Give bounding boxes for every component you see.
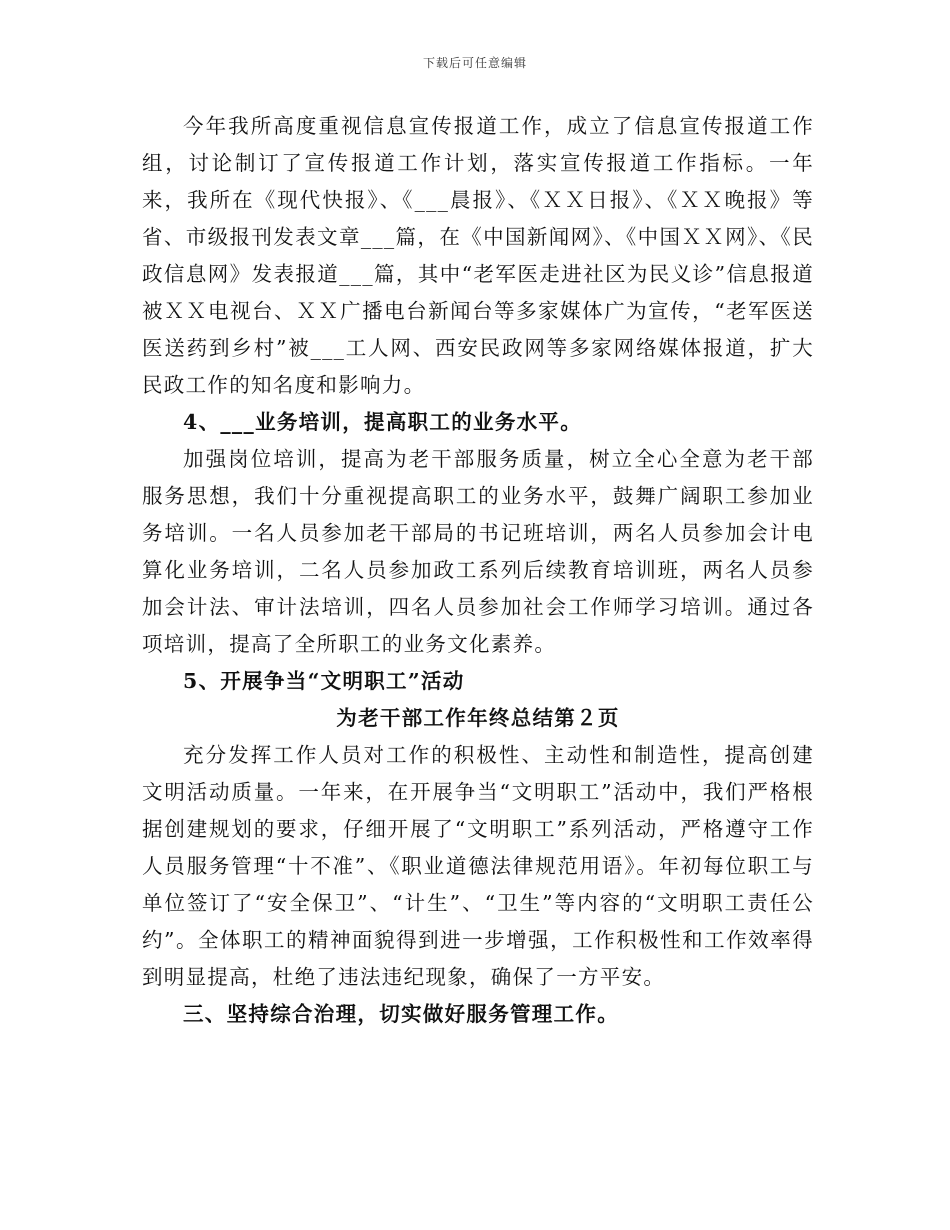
section-heading-governance: 三、坚持综合治理，切实做好服务管理工作。: [183, 1002, 619, 1026]
page-title: 为老干部工作年终总结第２页: [336, 706, 620, 730]
page-header: 下载后可任意编辑: [422, 56, 527, 70]
paragraph-civilized-staff: 充分发挥工作人员对工作的积极性、主动性和制造性，提高创建文明活动质量。一年来，在开展争当“文明职工”活动中，我们严格根据创建规划的要求，仔细开展了“文明职工”系列活动，严格遵守工作人员服务管理“十不准”、《职业道德法律规范用语》。年初每位职工与单位签订了“安全保卫”、“计生”、“卫生”等内容的“文明职工责任公约”。全体职工的精神面貌得到进一步增强，工作积极性和工作效率得到明显提高，杜绝了违法违纪现象，确保了一方平安。: [142, 743, 814, 989]
document-body: [142, 108, 814, 1033]
section-heading-civilized-staff: 5、开展争当“文明职工”活动: [183, 669, 465, 693]
paragraph-training: 加强岗位培训，提高为老干部服务质量，树立全心全意为老干部服务思想，我们十分重视提高职工的业务水平，鼓舞广阔职工参加业务培训。一名人员参加老干部局的书记班培训，两名人员参加会计电算化业务培训，二名人员参加政工系列后续教育培训班，两名人员参加会计法、审计法培训，四名人员参加社会工作师学习培训。通过各项培训，提高了全所职工的业务文化素养。: [142, 447, 814, 656]
paragraph-publicity: 今年我所高度重视信息宣传报道工作，成立了信息宣传报道工作组，讨论制订了宣传报道工作计划，落实宣传报道工作指标。一年来，我所在《现代快报》、《___晨报》、《ＸＸ日报》、《ＸＸ晚报》等省、市级报刊发表文章___篇，在《中国新闻网》、《中国ＸＸ网》、《民政信息网》发表报道___篇，其中“老军医走进社区为民义诊”信息报道被ＸＸ电视台、ＸＸ广播电台新闻台等多家媒体广为宣传，“老军医送医送药到乡村”被___工人网、西安民政网等多家网络媒体报道，扩大民政工作的知名度和影响力。: [142, 114, 814, 397]
section-heading-training: 4、___业务培训，提高职工的业务水平。: [183, 410, 583, 434]
